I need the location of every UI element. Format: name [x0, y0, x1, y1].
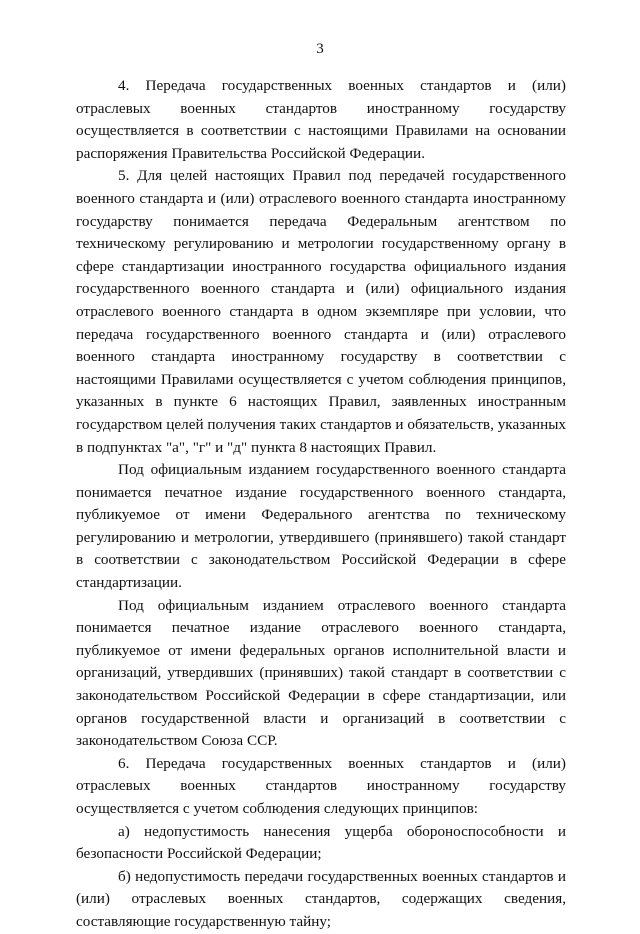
paragraph-subitem-a: а) недопустимость нанесения ущерба обороноспособности и безопасности Российской Федерации; — [76, 822, 566, 863]
paragraph-state-standard-definition: Под официальным изданием государственного военного стандарта понимается печатное издание государственного военного стандарта, публикуемое от имени Федерального агентства по техническому регулированию и метрологии, утвердившего (принявшего) такой стандарт в соответствии с законодательством Российской Федерации в сфере стандартизации. — [76, 461, 566, 592]
page-number: 3 — [316, 41, 324, 57]
paragraph-item-4: 4. Передача государственных военных стандартов и (или) отраслевых военных стандартов иностранному государству осуществляется в соответствии с настоящими Правилами на основании распоряжения Правительства Российской Федерации. — [76, 77, 566, 162]
paragraph-branch-standard-definition: Под официальным изданием отраслевого военного стандарта понимается печатное издание отраслевого военного стандарта, публикуемое от имени федеральных органов исполнительной власти и организаций, утвердивших (принявших) такой стандарт в соответствии с законодательством Российской Федерации в сфере стандартизации, или органов государственной власти и организаций в соответствии с законодательством Союза ССР. — [76, 596, 566, 750]
paragraph-item-5: 5. Для целей настоящих Правил под передачей государственного военного стандарта и (или) отраслевого военного стандарта иностранному государству понимается передача Федеральным агентством по техническому регулированию и метрологии государственному органу в сфере стандартизации иностранного государства официального издания государственного военного стандарта и (или) официального издания отраслевого военного стандарта в одном экземпляре при условии, что передача государственного военного стандарта и (или) отраслевого военного стандарта иностранному государству в соответствии с настоящими Правилами осуществляется с учетом соблюдения принципов, указанных в пункте 6 настоящих Правил, заявленных иностранным государством целей получения таких стандартов и обязательств, указанных в подпунктах "а", "г" и "д" пункта 8 настоящих Правил. — [76, 167, 566, 456]
paragraph-item-6: 6. Передача государственных военных стандартов и (или) отраслевых военных стандартов иностранному государству осуществляется с учетом соблюдения следующих принципов: — [76, 754, 566, 817]
document-body — [76, 75, 566, 934]
paragraph-subitem-b: б) недопустимость передачи государственных военных стандартов и (или) отраслевых военных стандартов, содержащих сведения, составляющие государственную тайну; — [76, 867, 566, 930]
